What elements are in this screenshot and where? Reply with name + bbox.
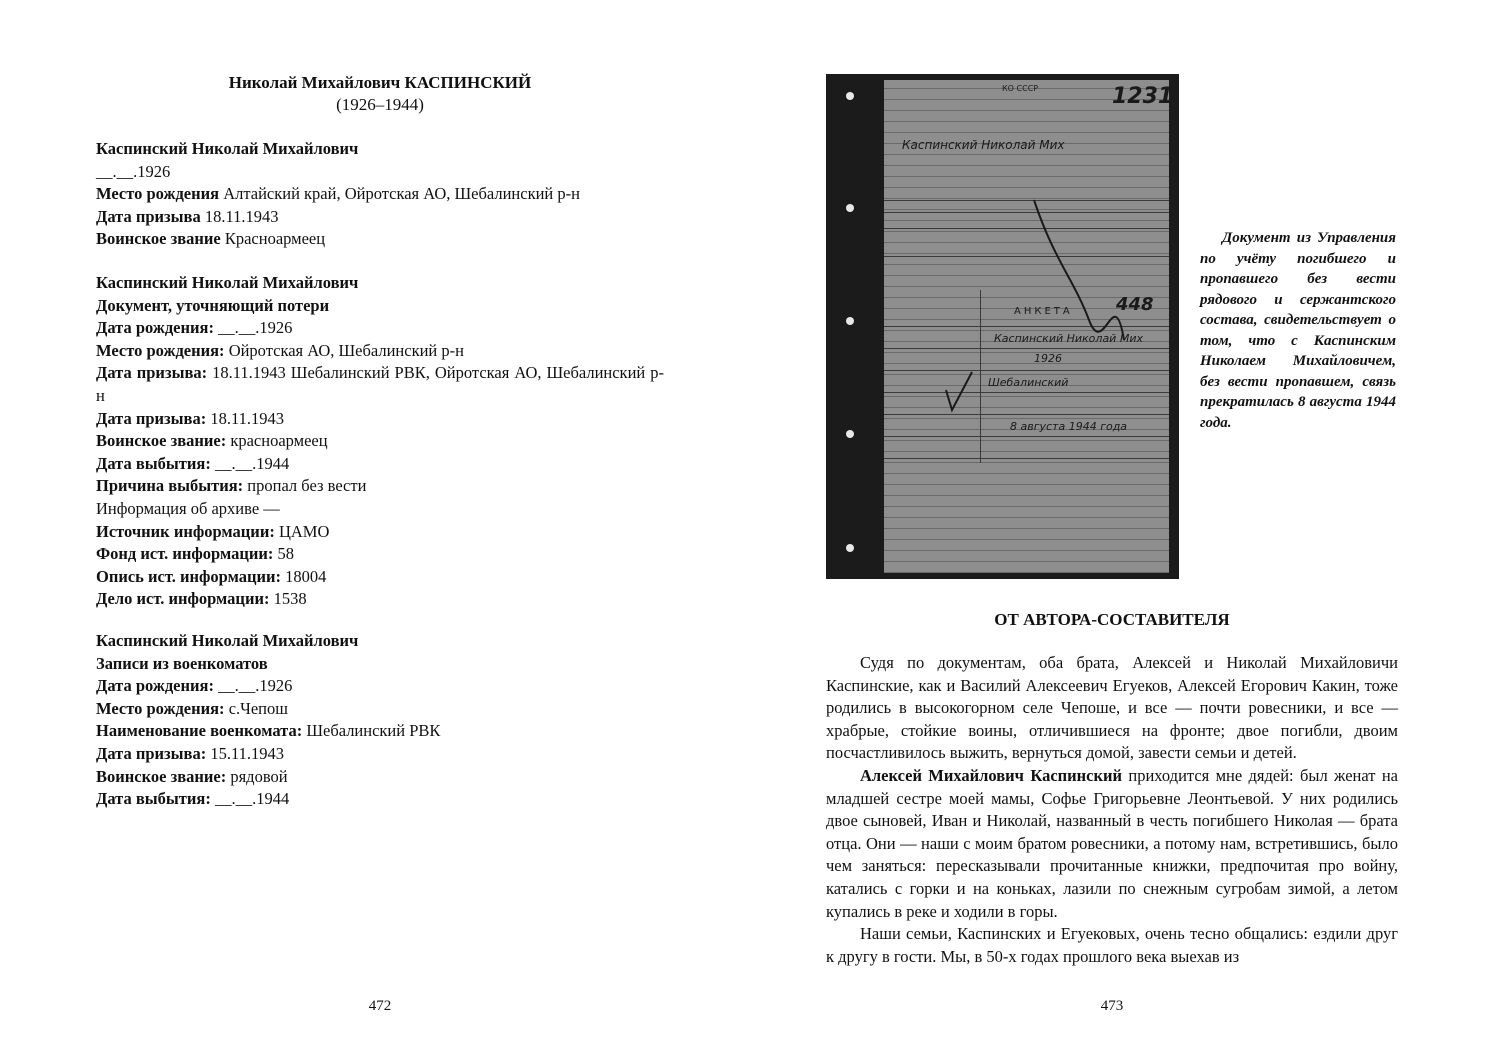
field-birth xyxy=(96,317,666,340)
field-rank xyxy=(96,430,666,453)
field-label: Опись ист. информации: xyxy=(96,566,281,586)
field-draft xyxy=(96,362,664,407)
document-type: Записи из военкоматов xyxy=(96,653,268,673)
field-value: 18004 xyxy=(280,566,327,586)
field-source xyxy=(96,521,666,544)
paragraph: Наши семьи, Каспинских и Егуековых, очень тесно общались: ездили друг к другу в гости. Мы, в 50-х годах прошлого века выехав из xyxy=(826,924,1398,966)
field-value: 58 xyxy=(273,544,294,564)
binder-hole xyxy=(846,204,854,212)
field-label: Дата выбытия: xyxy=(96,453,211,473)
field-label: Воинское звание: xyxy=(96,766,227,786)
field-value: 18.11.1943 xyxy=(206,408,284,428)
field-value: пропал без вести xyxy=(243,476,367,496)
field-label: Фонд ист. информации: xyxy=(96,544,274,564)
field-label: Место рождения: xyxy=(96,340,225,360)
field-value: Красноармеец xyxy=(220,229,326,249)
field-value: красноармеец xyxy=(226,431,328,451)
field-birthplace xyxy=(96,340,666,363)
field-value: ЦАМО xyxy=(274,521,330,541)
birth-date: __.__.1926 xyxy=(96,161,171,181)
paragraph xyxy=(826,765,1398,923)
binder-hole xyxy=(846,544,854,552)
right-page xyxy=(746,0,1492,1058)
field-label: Воинское звание: xyxy=(96,431,227,451)
field-value: Ойротская АО, Шебалинский р-н xyxy=(224,340,464,360)
field-value: __.__.1944 xyxy=(210,789,290,809)
paragraph-bold-name: Алексей Михайлович Каспинский xyxy=(860,765,1123,785)
field-birth xyxy=(96,675,666,698)
field-value: 1538 xyxy=(269,589,307,609)
field-label: Наименование военкомата: xyxy=(96,721,303,741)
page-number: 472 xyxy=(368,998,392,1014)
field-birthplace xyxy=(96,698,666,721)
field-rank xyxy=(96,766,666,789)
page-number: 473 xyxy=(1100,998,1124,1014)
field-value: __.__.1926 xyxy=(213,676,293,696)
field-birthplace xyxy=(96,183,666,206)
field-value: рядовой xyxy=(226,766,288,786)
page-title xyxy=(96,72,664,116)
title-years: (1926–1944) xyxy=(336,95,424,114)
handwritten-year: 1926 xyxy=(1034,352,1062,365)
handwritten-name: Каспинский Николай Мих xyxy=(994,332,1143,345)
field-value: 18.11.1943 Шебалинский РВК, Ойротская АО, Шебалинский р-н xyxy=(96,363,665,405)
field-value: 18.11.1943 xyxy=(200,206,279,226)
handwritten-place: Шебалинский xyxy=(988,376,1069,389)
field-label: Причина выбытия: xyxy=(96,476,244,496)
record-2 xyxy=(96,272,666,611)
doc-header: КО СССР xyxy=(1002,84,1039,93)
field-value: Шебалинский РВК xyxy=(302,721,441,741)
field-label: Дата призыва: xyxy=(96,743,207,763)
record-3 xyxy=(96,630,666,811)
archival-document-photo xyxy=(826,74,1179,579)
field-value: 15.11.1943 xyxy=(206,743,284,763)
field-draft xyxy=(96,206,666,229)
record-name: Каспинский Николай Михайлович xyxy=(96,631,359,650)
number-stamp: 1231 xyxy=(1112,84,1174,109)
field-label: Дата призыва: xyxy=(96,408,207,428)
field-value: __.__.1926 xyxy=(213,318,293,338)
field-value: __.__.1944 xyxy=(210,453,290,473)
field-draft-2 xyxy=(96,408,666,431)
section-title: ОТ АВТОРА-СОСТАВИТЕЛЯ xyxy=(994,610,1230,629)
field-label: Источник информации: xyxy=(96,521,275,541)
signature-marks xyxy=(884,80,1169,573)
field-value: с.Чепош xyxy=(224,698,288,718)
handwritten-date: 8 августа 1944 года xyxy=(1010,420,1128,433)
field-case xyxy=(96,588,666,611)
archive-info: Информация об архиве — xyxy=(96,498,280,518)
title-name: Николай Михайлович КАСПИНСКИЙ xyxy=(228,73,532,92)
binder-hole xyxy=(846,317,854,325)
field-exit-date xyxy=(96,453,666,476)
field-value: Алтайский край, Ойротская АО, Шебалинский р-н xyxy=(219,184,580,204)
record-name: Каспинский Николай Михайлович xyxy=(96,273,359,292)
field-label: Дата выбытия: xyxy=(96,789,211,809)
section-body xyxy=(826,652,1398,968)
field-label: Место рождения xyxy=(96,184,220,204)
handwritten-name: Каспинский Николай Мих xyxy=(902,138,1065,152)
photo-caption: Документ из Управления по учёту погибшего и пропавшего без вести рядового и сержантского состава, свидетельствует о том, что с Каспинским Николаем Михайловичем, без вести пропавшем, связь прекратилась 8 августа 1944 года. xyxy=(1200,230,1396,431)
document-sheet xyxy=(884,80,1174,573)
binder-hole xyxy=(846,430,854,438)
field-exit-date xyxy=(96,788,666,811)
field-label: Дата призыва: xyxy=(96,363,208,383)
field-label: Воинское звание xyxy=(96,229,221,249)
record-name: Каспинский Николай Михайлович xyxy=(96,139,359,158)
field-office xyxy=(96,720,666,743)
paragraph-text: приходится мне дядей: был женат на младшей сестре моей мамы, Софье Григорьевне Леонтьевой. У них родились двое сыновей, Иван и Николай, названный в честь погибшего Николая — брата отца. Они — наши с моим братом ровесники, а потому нам, встретившись, было чем заняться: пересказывали прочитанные книжки, предпочитая про войну, катались с горки и на коньках, лазили по снежным сугробам зимой, а летом купались в реке и ходили в горы. xyxy=(826,765,1398,921)
field-label: Место рождения: xyxy=(96,698,225,718)
field-draft xyxy=(96,743,666,766)
document-type: Документ, уточняющий потери xyxy=(96,295,330,315)
field-label: Дата рождения: xyxy=(96,318,214,338)
anketa-heading: АНКЕТА xyxy=(1014,306,1073,317)
field-label: Дело ист. информации: xyxy=(96,589,270,609)
field-rank xyxy=(96,228,666,251)
field-exit-reason xyxy=(96,475,666,498)
field-label: Дата рождения: xyxy=(96,676,214,696)
record-1 xyxy=(96,138,666,251)
field-label: Дата призыва xyxy=(96,206,201,226)
field-inventory xyxy=(96,566,666,589)
stamp-448: 448 xyxy=(1116,294,1154,315)
paragraph: Судя по документам, оба брата, Алексей и Николай Михайловичи Каспинские, как и Василий Алексеевич Егуеков, Алексей Егорович Какин, тоже родились в высокогорном селе Чепоше, и все — почти ровесники, и все — храбрые, стойкие воины, отличившиеся на фронте; двое погибли, двоим посчастливилось выжить, вернуться домой, завести семьи и детей. xyxy=(826,653,1398,763)
field-fund xyxy=(96,543,666,566)
binder-hole xyxy=(846,92,854,100)
